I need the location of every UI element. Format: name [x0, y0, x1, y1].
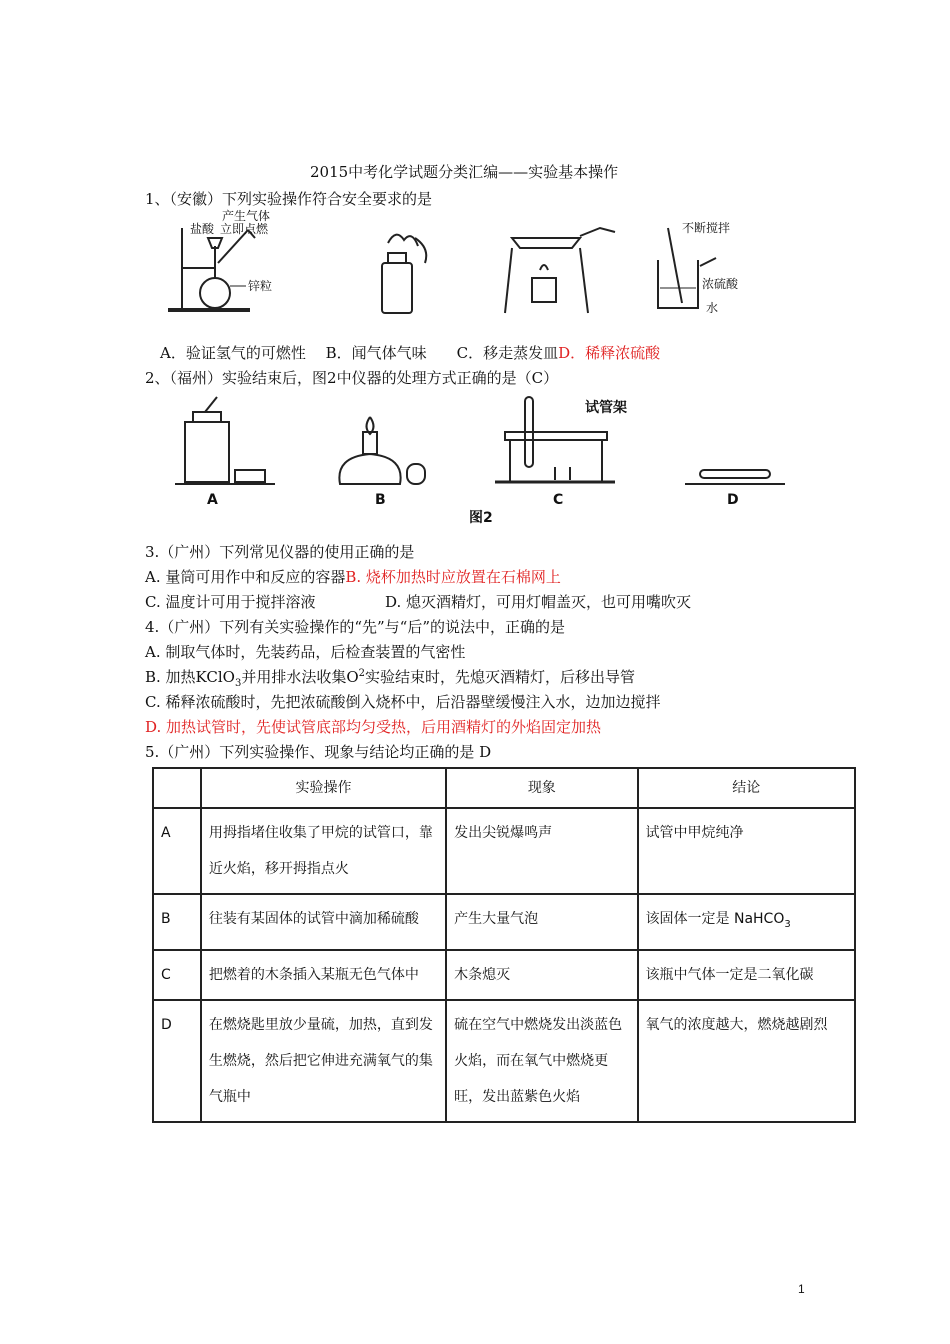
table-row [153, 950, 855, 1000]
row-conclusion: 氧气的浓度越大，燃烧越剧烈 [638, 1000, 855, 1122]
q2-label-b: B [375, 492, 386, 508]
question-4-option-c: C. 稀释浓硫酸时，先把浓硫酸倒入烧杯中，后沿器壁缓慢注入水，边加边搅拌 [145, 693, 661, 711]
row-conclusion: 试管中甲烷纯净 [638, 808, 855, 894]
question-4-option-a: A. 制取气体时，先装药品，后检查装置的气密性 [145, 643, 466, 661]
row-operation: 往装有某固体的试管中滴加稀硫酸 [201, 894, 446, 950]
question-3-ab [145, 566, 561, 587]
question-3-stem: 3.（广州）下列常见仪器的使用正确的是 [145, 543, 415, 561]
q2-label-d: D [727, 492, 739, 508]
q1-label-ignite: 立即点燃 [220, 222, 269, 236]
question-3-option-b: B. 烧杯加热时应放置在石棉网上 [345, 568, 561, 586]
test-tube-on-table-icon [685, 470, 785, 484]
question-1-options-abc: A．验证氢气的可燃性 B．闻气体气味 C．移走蒸发皿 [160, 344, 559, 362]
row-operation: 把燃着的木条插入某瓶无色气体中 [201, 950, 446, 1000]
q4-b-part1: B. 加热KClO [145, 668, 235, 686]
q1-label-water: 水 [706, 301, 719, 315]
q1-label-hcl: 盐酸 [190, 222, 215, 236]
row-phenomenon: 产生大量气泡 [446, 894, 637, 950]
gas-bottle-icon [382, 235, 426, 313]
row-operation: 用拇指堵住收集了甲烷的试管口，靠近火焰，移开拇指点火 [201, 808, 446, 894]
row-id: B [153, 894, 201, 950]
q1-label-zinc: 锌粒 [248, 279, 273, 293]
row-phenomenon: 木条熄灭 [446, 950, 637, 1000]
question-1-figure [160, 208, 760, 338]
evaporating-dish-icon [505, 228, 615, 313]
row-operation: 在燃烧匙里放少量硫，加热，直到发生燃烧，然后把它伸进充满氧气的集气瓶中 [201, 1000, 446, 1122]
q2-label-a: A [207, 492, 218, 508]
q4-b-sub2: 2 [358, 668, 365, 679]
reagent-bottle-icon [175, 397, 275, 484]
q2-figure-caption: 图2 [469, 510, 493, 526]
page-number: 1 [798, 1282, 805, 1296]
alcohol-lamp-icon [339, 417, 425, 484]
row-conclusion-text: 该固体一定是 NaHCO [645, 911, 785, 927]
question-4-stem: 4.（广州）下列有关实验操作的“先”与“后”的说法中，正确的是 [145, 618, 565, 636]
row-phenomenon: 硫在空气中燃烧发出淡蓝色火焰，而在氧气中燃烧更旺，发出蓝紫色火焰 [446, 1000, 637, 1122]
question-5-stem: 5.（广州）下列实验操作、现象与结论均正确的是 D [145, 743, 492, 761]
q4-b-part3: 实验结束时，先熄灭酒精灯，后移出导管 [365, 668, 636, 686]
question-1-stem: 1、（安徽）下列实验操作符合安全要求的是 [145, 190, 433, 208]
question-2-stem: 2、（福州）实验结束后，图2中仪器的处理方式正确的是（C） [145, 369, 559, 387]
table-header-cell: 实验操作 [201, 768, 446, 808]
question-4-option-d: D. 加热试管时，先使试管底部均匀受热，后用酒精灯的外焰固定加热 [145, 718, 602, 736]
q1-label-gas: 产生气体 [222, 209, 271, 223]
q4-b-part2: 并用排水法收集O [241, 668, 359, 686]
question-3-option-c: C. 温度计可用于搅拌溶液 [145, 593, 316, 611]
row-id: C [153, 950, 201, 1000]
question-1-option-d: D．稀释浓硫酸 [558, 344, 661, 362]
table-row [153, 808, 855, 894]
row-id: D [153, 1000, 201, 1122]
table-header-cell: 现象 [446, 768, 637, 808]
table-header-cell [153, 768, 201, 808]
table-row [153, 894, 855, 950]
question-1-options [160, 342, 660, 363]
page-title: 2015中考化学试题分类汇编——实验基本操作 [310, 163, 619, 181]
question-4-option-b [145, 666, 635, 689]
question-2-figure [175, 392, 785, 532]
q2-label-rack: 试管架 [585, 400, 627, 416]
q1-label-acid: 浓硫酸 [702, 277, 739, 291]
beaker-icon [658, 228, 716, 308]
row-conclusion-sub: 3 [784, 918, 791, 930]
experiment-table [152, 767, 856, 1123]
row-conclusion [638, 894, 855, 950]
q2-label-c: C [553, 492, 564, 508]
hydrogen-apparatus-icon [168, 228, 255, 310]
question-3-option-a: A. 量筒可用作中和反应的容器 [145, 568, 346, 586]
row-phenomenon: 发出尖锐爆鸣声 [446, 808, 637, 894]
row-conclusion: 该瓶中气体一定是二氧化碳 [638, 950, 855, 1000]
q1-label-stir: 不断搅拌 [682, 221, 731, 235]
question-3-option-d: D. 熄灭酒精灯，可用灯帽盖灭，也可用嘴吹灭 [385, 593, 692, 611]
table-row [153, 1000, 855, 1122]
q4-b-sub1: 3 [234, 678, 242, 689]
row-id: A [153, 808, 201, 894]
table-header-cell: 结论 [638, 768, 855, 808]
table-header-row [153, 768, 855, 808]
